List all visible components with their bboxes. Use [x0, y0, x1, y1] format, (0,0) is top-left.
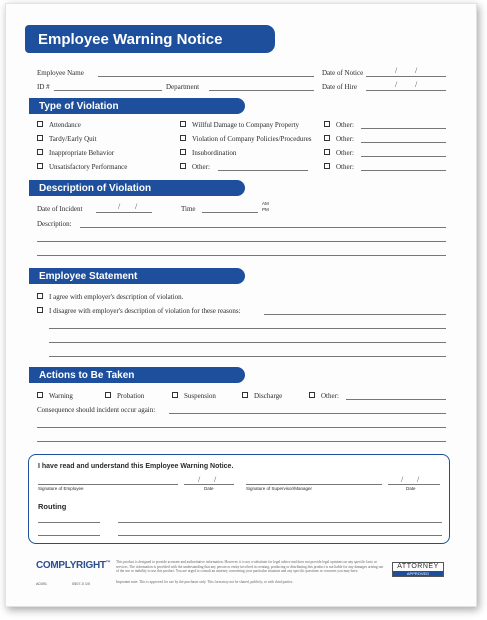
description-line[interactable]: [80, 227, 446, 228]
date-of-incident-label: Date of Incident: [37, 205, 83, 213]
violation-option-label: Tardy/Early Quit: [49, 135, 97, 143]
date-of-hire-field[interactable]: [366, 90, 446, 91]
disagree-label: I disagree with employer's description of violation for these reasons:: [49, 307, 241, 315]
important-note: Important note: This is approved for use by the purchaser only. This form may not be shared, publicly, or with third parties.: [116, 580, 294, 584]
date-slash: /: [118, 202, 121, 211]
routing-line[interactable]: [118, 522, 442, 523]
action-option-label: Other:: [321, 392, 339, 400]
other-violation-field[interactable]: [218, 170, 308, 171]
other-violation-checkbox[interactable]: [180, 163, 186, 169]
approved-text: APPROVED: [393, 571, 443, 576]
other-field[interactable]: [361, 156, 446, 157]
date-of-notice-label: Date of Notice: [322, 69, 364, 77]
routing-field[interactable]: [38, 535, 100, 536]
willful-damage-checkbox[interactable]: [180, 121, 186, 127]
description-heading: Description of Violation: [29, 180, 245, 196]
other-action-field[interactable]: [346, 399, 446, 400]
acknowledgement-statement: I have read and understand this Employee Warning Notice.: [38, 463, 234, 470]
action-option-label: Suspension: [184, 392, 216, 400]
type-of-violation-heading: Type of Violation: [29, 98, 245, 114]
supervisor-date-label: Date: [406, 486, 416, 491]
other-label: Other:: [336, 149, 354, 157]
routing-label: Routing: [38, 502, 67, 511]
statement-line[interactable]: [264, 314, 446, 315]
violation-option-label: Other:: [192, 163, 210, 171]
supervisor-date-field[interactable]: [388, 484, 440, 485]
insubordination-checkbox[interactable]: [180, 149, 186, 155]
complyright-logo: COMPLYRIGHT™: [36, 560, 111, 571]
probation-checkbox[interactable]: [105, 392, 111, 398]
policy-violation-checkbox[interactable]: [180, 135, 186, 141]
time-label: Time: [181, 205, 196, 213]
other-label: Other:: [336, 163, 354, 171]
employee-name-label: Employee Name: [37, 69, 84, 77]
agree-checkbox[interactable]: [37, 293, 43, 299]
other-label: Other:: [336, 121, 354, 129]
other-checkbox[interactable]: [324, 135, 330, 141]
consequence-label: Consequence should incident occur again:: [37, 406, 156, 414]
date-slash: /: [415, 80, 418, 89]
statement-line[interactable]: [49, 328, 446, 329]
other-checkbox[interactable]: [324, 163, 330, 169]
routing-line[interactable]: [118, 535, 442, 536]
pm-label: PM: [262, 207, 269, 212]
date-slash: /: [135, 202, 138, 211]
id-label: ID #: [37, 83, 50, 91]
violation-option-label: Attendance: [49, 121, 81, 129]
other-field[interactable]: [361, 142, 446, 143]
attorney-approved-badge: [392, 562, 444, 577]
employee-signature-field[interactable]: [38, 484, 178, 485]
employee-date-label: Date: [204, 486, 214, 491]
supervisor-signature-field[interactable]: [246, 484, 382, 485]
department-field[interactable]: [209, 90, 314, 91]
other-action-checkbox[interactable]: [309, 392, 315, 398]
action-option-label: Warning: [49, 392, 73, 400]
violation-option-label: Unsatisfactory Performance: [49, 163, 128, 171]
action-option-label: Probation: [117, 392, 145, 400]
disagree-checkbox[interactable]: [37, 307, 43, 313]
unsatisfactory-performance-checkbox[interactable]: [37, 163, 43, 169]
page-title: Employee Warning Notice: [25, 25, 275, 53]
suspension-checkbox[interactable]: [172, 392, 178, 398]
date-slash: /: [415, 66, 418, 75]
consequence-line[interactable]: [37, 427, 446, 428]
violation-option-label: Insubordination: [192, 149, 237, 157]
other-checkbox[interactable]: [324, 121, 330, 127]
discharge-checkbox[interactable]: [242, 392, 248, 398]
statement-line[interactable]: [49, 356, 446, 357]
employee-date-field[interactable]: [184, 484, 234, 485]
consequence-line[interactable]: [37, 441, 446, 442]
tardy-checkbox[interactable]: [37, 135, 43, 141]
date-slash: /: [395, 66, 398, 75]
description-line[interactable]: [37, 255, 446, 256]
description-label: Description:: [37, 220, 72, 228]
employee-name-field[interactable]: [98, 76, 314, 77]
supervisor-signature-label: Signature of Supervisor/Manager: [246, 486, 313, 491]
agree-label: I agree with employer's description of violation.: [49, 293, 184, 301]
violation-option-label: Willful Damage to Company Property: [192, 121, 300, 129]
id-field[interactable]: [54, 90, 162, 91]
attendance-checkbox[interactable]: [37, 121, 43, 127]
form-revision: 0507-0 1/0: [72, 582, 91, 586]
am-label: AM: [262, 201, 269, 206]
routing-field[interactable]: [38, 522, 100, 523]
date-of-notice-field[interactable]: [366, 76, 446, 77]
violation-option-label: Inappropriate Behavior: [49, 149, 115, 157]
other-checkbox[interactable]: [324, 149, 330, 155]
violation-option-label: Violation of Company Policies/Procedures: [192, 135, 312, 143]
other-field[interactable]: [361, 128, 446, 129]
warning-checkbox[interactable]: [37, 392, 43, 398]
employee-statement-heading: Employee Statement: [29, 268, 245, 284]
legal-disclaimer: This product is designed to provide accurate and authoritative information. However, it is not a substitute for legal advice and does not provide legal opinions on any specific facts or services. The information is provided with the understanding that any person or entity involved in creating, producing or distributing this product is not liable for any damages arising out of the use or inability to use this product. You are urged to consult an attorney concerning your particular situation and any specific questions or concerns you may have.: [116, 560, 384, 574]
time-field[interactable]: [202, 212, 258, 213]
date-slash: /: [214, 475, 217, 484]
department-label: Department: [166, 83, 200, 91]
description-line[interactable]: [37, 241, 446, 242]
statement-line[interactable]: [49, 342, 446, 343]
other-label: Other:: [336, 135, 354, 143]
form-code: A0391: [36, 582, 47, 586]
employee-signature-label: Signature of Employee: [38, 486, 84, 491]
date-of-incident-field[interactable]: [96, 212, 152, 213]
date-slash: /: [198, 475, 201, 484]
date-slash: /: [401, 475, 404, 484]
date-of-hire-label: Date of Hire: [322, 83, 357, 91]
action-option-label: Discharge: [254, 392, 283, 400]
inappropriate-behavior-checkbox[interactable]: [37, 149, 43, 155]
attorney-text: ATTORNEY: [397, 563, 439, 570]
consequence-line[interactable]: [169, 413, 446, 414]
date-slash: /: [395, 80, 398, 89]
warning-notice-form: [5, 3, 477, 607]
actions-heading: Actions to Be Taken: [29, 367, 245, 383]
other-field[interactable]: [361, 170, 446, 171]
date-slash: /: [417, 475, 420, 484]
